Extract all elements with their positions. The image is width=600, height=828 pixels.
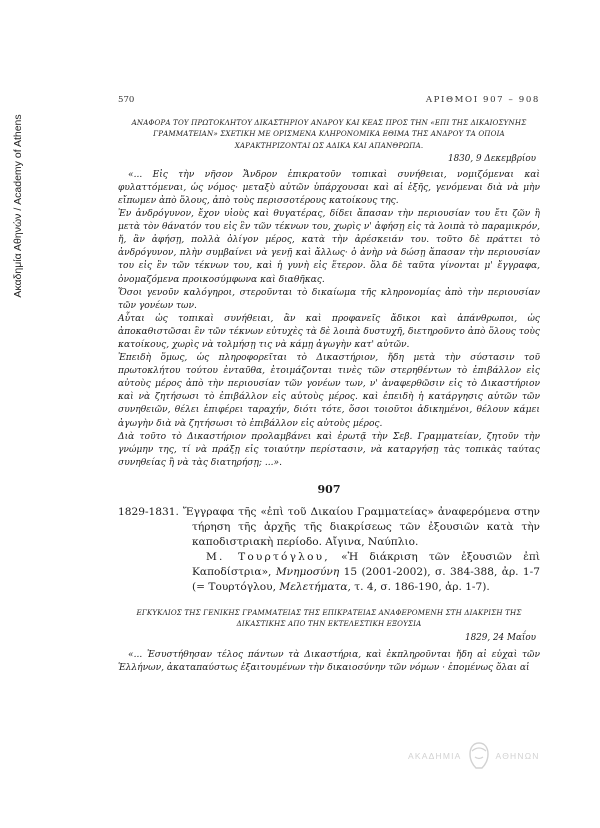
document-paragraph-2: «... Ἐσυστήθησαν τέλος πάντων τὰ Δικαστήρια, καὶ ἐκπληροῦνται ἤδη αἱ εὐχαὶ τῶν Ἑλλήνων, ἀκαταπαύστως ἐξαιτουμένων τὴν δικαιοσύνην τῶν νόμων · ἐπομένως ὅλαι αἱ: [118, 649, 540, 673]
entry-collection: Μελετήματα,: [279, 581, 351, 594]
entry-years: 1829-1831.: [118, 506, 179, 519]
document-paragraph: Αὗται ὡς τοπικαὶ συνήθειαι, ἂν καὶ προφανεῖς ἄδικοι καὶ ἀπάνθρωποι, ὡς ἀποκαθιστῶσαι ἓν τῶν τέκνων εὐτυχὲς τὰ δὲ λοιπὰ δυστυχῆ, διετηροῦντο ἀπὸ ὅλους τοὺς κατοίκους, χωρὶς νὰ τολμήσῃ τις νὰ κάμῃ ἀγωγὴν κατ' αὐτῶν.: [118, 313, 540, 351]
entry-author: Μ. Τουρτόγλου,: [206, 551, 330, 564]
document-paragraph: «... Εἰς τὴν νῆσον Ἄνδρον ἐπικρατοῦν τοπικαὶ συνήθειαι, νομιζόμεναι καὶ φυλαττόμεναι, ὡς νόμος· μεταξὺ αὐτῶν ὑπάρχουσαι καὶ αἱ ἑξῆς, γενόμεναι διὰ νὰ μὴν εἴπωμεν ἀπὸ ὅλους, ἀπὸ τοὺς περισσοτέρους κατοίκους της.: [118, 169, 540, 206]
athena-head-icon: [466, 741, 492, 771]
catalogue-entry: [118, 505, 540, 595]
watermark-text-left: ΑΚΑΔΗΜΙΑ: [408, 751, 462, 761]
page-number: 570: [118, 95, 135, 105]
document-heading: ΑΝΑΦΟΡΑ ΤΟΥ ΠΡΩΤΟΚΛΗΤΟΥ ΔΙΚΑΣΤΗΡΙΟΥ ΑΝΔΡΟΥ ΚΑΙ ΚΕΑΣ ΠΡΟΣ ΤΗΝ «ΕΠΙ ΤΗΣ ΔΙΚΑΙΟΣΥΝΗΣ ΓΡΑΜΜΑΤΕΙΑΝ» ΣΧΕΤΙΚΗ ΜΕ ΟΡΙΣΜΕΝΑ ΚΛΗΡΟΝΟΜΙΚΑ ΕΘΙΜΑ ΤΗΣ ΑΝΔΡΟΥ ΤΑ ΟΠΟΙΑ ΧΑΡΑΚΤΗΡΙΖΟΝΤΑΙ ΩΣ ΑΔΙΚΑ ΚΑΙ ΑΠΑΝΘΡΩΠΑ.: [131, 118, 527, 150]
entry-journal-details: 15 (2001-2002), σ. 384-388, ἀρ. 1-7 (= Τουρτόγλου,: [192, 566, 540, 594]
book-page: [118, 94, 540, 675]
entry-title-text: Ἔγγραφα τῆς «ἐπὶ τοῦ Δικαίου Γραμματείας» ἀναφερόμενα στην τήρηση τῆς ἀρχῆς τῆς διακρίσεως τῶν ἐξουσιῶν κατὰ τὴν καποδιστριακὴ περίοδο. Αἴγινα, Ναύπλιο.: [182, 506, 540, 549]
document-paragraph: Ἐπειδὴ ὅμως, ὡς πληροφορεῖται τὸ Δικαστήριον, ἤδη μετὰ τὴν σύστασιν τοῦ πρωτοκλήτου τούτου ἐνταῦθα, ἑτοιμάζονται τινὲς τῶν στερηθέντων τὸ ἐπιβάλλον εἰς αὐτοὺς μέρος ἀπὸ τὴν περιουσίαν τῶν γονέων των, ν' ἀναφερθῶσιν εἰς τὸ Δικαστήριον καὶ νὰ ζητήσωσι τὸ ἐπιβάλλον εἰς αὐτοὺς μέρος. καὶ ἐπειδὴ ἡ κατάργησις αὐτῶν τῶν συνηθειῶν, θέλει ἐπιφέρει ταραχήν, διότι τότε, ὅσοι τοιοῦτοι ἀδικημένοι, θέλουν κάμει ἀγωγὴν διὰ νὰ ζητήσωσι τὸ ἐπιβάλλον εἰς αὐτοὺς μέρος.: [118, 353, 540, 429]
running-head: [118, 94, 540, 107]
section-number: 907: [317, 482, 341, 496]
document-paragraph: Διὰ τοῦτο τὸ Δικαστήριον προλαμβάνει καὶ ἐρωτᾷ τὴν Σεβ. Γραμματείαν, ζητοῦν τὴν γνώμην της, τί νὰ πράξῃ εἰς τοιαύτην περίστασιν, νὰ καταργήσῃ τὰς τοπικὰς ταύτας συνηθείας ἢ νὰ τὰς διατηρήσῃ; ...».: [118, 431, 540, 468]
watermark-text-right: ΑΘΗΝΩΝ: [495, 751, 540, 761]
entry-collection-details: τ. 4, σ. 186-190, ἀρ. 1-7).: [354, 581, 490, 594]
academy-watermark: [408, 736, 588, 776]
entry-work: «Ἡ διάκριση τῶν ἐξουσιῶν ἐπὶ Καποδίστρια»,: [192, 551, 540, 579]
archive-side-label: Ακαδημία Αθηνών / Academy of Athens: [12, 114, 24, 298]
entry-journal: Μνημοσύνη: [275, 566, 340, 579]
document-heading-2: ΕΓΚΥΚΛΙΟΣ ΤΗΣ ΓΕΝΙΚΗΣ ΓΡΑΜΜΑΤΕΙΑΣ ΤΗΣ ΕΠΙΚΡΑΤΕΙΑΣ ΑΝΑΦΕΡΟΜΕΝΗ ΣΤΗ ΔΙΑΚΡΙΣΗ ΤΗΣ ΔΙΚΑΣΤΙΚΗΣ ΑΠΟ ΤΗΝ ΕΚΤΕΛΕΣΤΙΚΗ ΕΞΟΥΣΙΑ: [136, 608, 522, 629]
running-head-title: ΑΡΙΘΜΟΙ 907 – 908: [425, 95, 540, 105]
entry-title: [118, 505, 540, 550]
document-date-2: 1829, 24 Μαΐου: [464, 633, 536, 644]
document-paragraph: Ἐν ἀνδρόγυνον, ἔχον υἱοὺς καὶ θυγατέρας, δίδει ἅπασαν τὴν περιουσίαν του ἔτι ζῶν ἢ μετὰ τὸν θάνατόν του εἰς ἓν τῶν τέκνων του, χωρὶς ν' ἀφήσῃ εἰς τὰ λοιπὰ τὸ παραμικρόν, ἤ, ἂν ἀφήσῃ, πολλὰ ὀλίγον μέρος, κατὰ τὴν ἀρέσκειάν του. τοῦτο δὲ πράττει τὸ ἀνδρόγυνον, πλὴν συμβαίνει νὰ γενῇ καὶ ἄλλως· ὁ ἀνὴρ νὰ δώσῃ ἅπασαν τὴν περιουσίαν του εἰς ἓν τῶν τέκνων του, καὶ ἡ γυνὴ εἰς ἕτερον. ὅλα δὲ ταῦτα γίνονται μ' ἔγγραφα, ὀνομαζόμενα προικοσύμφωνα καὶ διαθῆκας.: [118, 209, 540, 285]
document-date: 1830, 9 Δεκεμβρίου: [447, 153, 536, 164]
entry-reference: [118, 550, 540, 595]
document-paragraph: Ὅσοι γενοῦν καλόγηροι, στεροῦνται τὸ δικαίωμα τῆς κληρονομίας ἀπὸ τὴν περιουσίαν τῶν γονέων των.: [118, 287, 540, 311]
